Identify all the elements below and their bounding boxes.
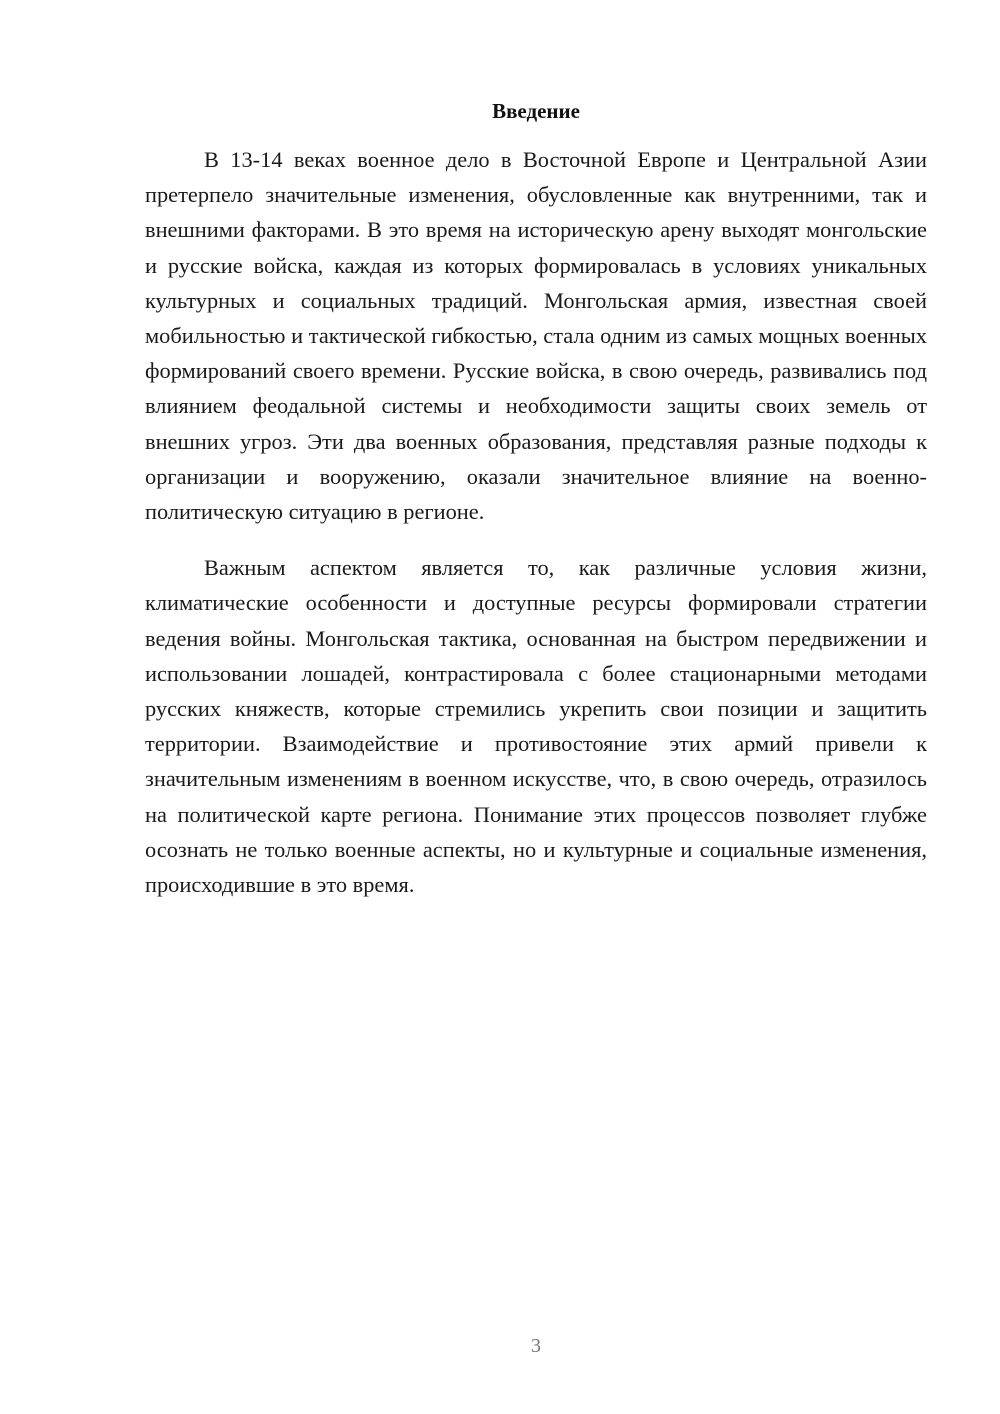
paragraph-2: Важным аспектом является то, как различные условия жизни, климатические особенности и доступные ресурсы формировали стратегии ведения войны. Монгольская тактика, основанная на быстром передвижении и использовании лошадей, контрастировала с более стационарными методами русских княжеств, которые стремились укрепить свои позиции и защитить территории. Взаимодействие и противостояние этих армий привели к значительным изменениям в военном искусстве, что, в свою очередь, отразилось на политической карте региона. Понимание этих процессов позволяет глубже осознать не только военные аспекты, но и культурные и социальные изменения, происходившие в это время. (145, 555, 927, 898)
page-number: 3 (531, 1335, 541, 1357)
body-text (145, 142, 927, 902)
section-heading: Введение (492, 99, 580, 123)
paragraph-1: В 13-14 веках военное дело в Восточной Европе и Центральной Азии претерпело значительные изменения, обусловленные как внутренними, так и внешними факторами. В это время на историческую арену выходят монгольские и русские войска, каждая из которых формировалась в условиях уникальных культурных и социальных традиций. Монгольская армия, известная своей мобильностью и тактической гибкостью, стала одним из самых мощных военных формирований своего времени. Русские войска, в свою очередь, развивались под влиянием феодальной системы и необходимости защиты своих земель от внешних угроз. Эти два военных образования, представляя разные подходы к организации и вооружению, оказали значительное влияние на военно-политическую ситуацию в регионе. (145, 147, 927, 525)
